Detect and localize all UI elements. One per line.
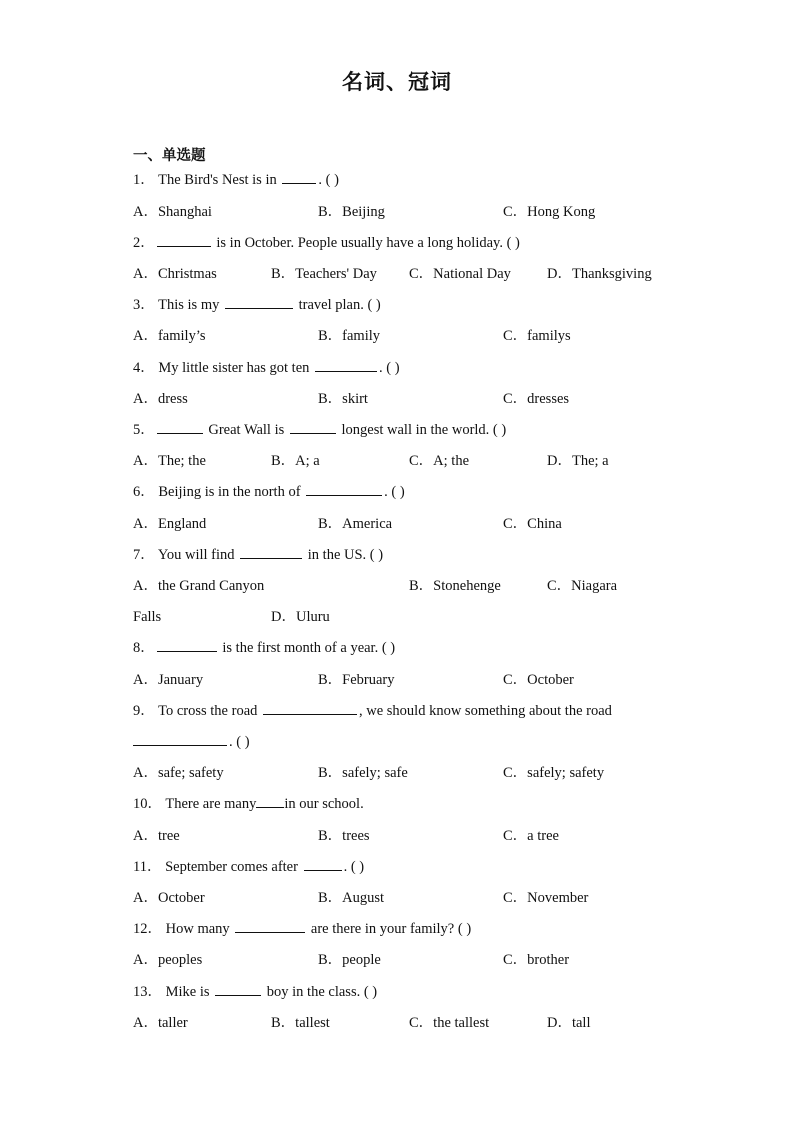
question-number: 10． — [133, 796, 162, 812]
option-b: B．August — [318, 890, 385, 906]
option-b: B．A; a — [271, 453, 320, 469]
question-text: You will find — [157, 547, 239, 563]
option-c-continued: Falls — [133, 609, 162, 625]
question-text: My little sister has got ten — [158, 360, 314, 376]
option-c: C．National Day — [409, 266, 511, 282]
question-6 — [133, 483, 405, 501]
question-text-end: , we should know something about the road — [359, 703, 612, 719]
question-text-end: boy in the class. ( ) — [263, 984, 378, 1000]
question-1 — [133, 171, 339, 189]
answer-blank — [256, 795, 284, 808]
answer-blank — [157, 234, 211, 247]
answer-blank — [133, 733, 227, 746]
answer-blank — [304, 858, 342, 871]
option-a: A．the Grand Canyon — [133, 578, 265, 594]
option-b: B．safely; safe — [318, 765, 408, 781]
answer-blank — [240, 546, 302, 559]
question-number: 7． — [133, 547, 155, 563]
option-a: A．Shanghai — [133, 204, 212, 220]
answer-blank — [235, 920, 305, 933]
question-number: 11． — [133, 859, 162, 875]
option-c: C．A; the — [409, 453, 470, 469]
question-text-end: are there in your family? ( ) — [307, 921, 472, 937]
question-text: The Bird's Nest is in — [158, 172, 281, 188]
question-13 — [133, 983, 377, 1001]
option-d: D．tall — [547, 1015, 591, 1031]
section-heading: 一、单选题 — [133, 148, 206, 164]
question-4 — [133, 359, 400, 377]
answer-blank — [306, 483, 382, 496]
question-text-end: . ( ) — [318, 172, 339, 188]
question-9-continued — [133, 733, 250, 751]
question-text-end: . ( ) — [229, 734, 250, 750]
option-c: C．China — [503, 516, 562, 532]
option-c: C．familys — [503, 328, 571, 344]
answer-blank — [225, 296, 293, 309]
question-text: Mike is — [165, 984, 214, 1000]
question-12 — [133, 920, 471, 938]
question-number: 6． — [133, 484, 155, 500]
question-text: How many — [165, 921, 234, 937]
option-b: B．skirt — [318, 391, 368, 407]
question-7 — [133, 546, 383, 564]
question-text: Beijing is in the north of — [158, 484, 305, 500]
question-text: September comes after — [165, 859, 302, 875]
answer-blank — [157, 421, 203, 434]
question-text-end: longest wall in the world. ( ) — [337, 422, 507, 438]
option-c: C．Hong Kong — [503, 204, 596, 220]
option-c: C．November — [503, 890, 589, 906]
option-a: A．January — [133, 672, 204, 688]
answer-blank — [315, 359, 377, 372]
option-a: A．The; the — [133, 453, 206, 469]
question-text-end: in our school. — [284, 796, 364, 812]
question-8 — [133, 639, 395, 657]
option-c: C．dresses — [503, 391, 570, 407]
question-text-end: travel plan. ( ) — [294, 297, 381, 313]
question-number: 12． — [133, 921, 162, 937]
question-text-end: . ( ) — [343, 859, 365, 875]
option-a: A．family’s — [133, 328, 206, 344]
page-title: 名词、冠词 — [342, 70, 452, 94]
answer-blank — [157, 639, 217, 652]
answer-blank — [263, 702, 357, 715]
option-a: A．Christmas — [133, 266, 217, 282]
question-2 — [133, 234, 520, 252]
question-number: 3． — [133, 297, 155, 313]
question-text: Great Wall is — [204, 422, 288, 438]
option-a: A．tree — [133, 828, 180, 844]
option-a: A．October — [133, 890, 205, 906]
option-a: A．dress — [133, 391, 188, 407]
option-d: D．Uluru — [271, 609, 330, 625]
option-a: A．safe; safety — [133, 765, 224, 781]
option-c: C．the tallest — [409, 1015, 490, 1031]
option-d: D．Thanksgiving — [547, 266, 652, 282]
option-b: B．February — [318, 672, 395, 688]
option-c: C．safely; safety — [503, 765, 605, 781]
question-number: 9． — [133, 703, 155, 719]
option-c: C．brother — [503, 952, 570, 968]
question-9 — [133, 702, 612, 720]
question-text-end: in the US. ( ) — [304, 547, 384, 563]
question-number: 13． — [133, 984, 162, 1000]
option-b: B．America — [318, 516, 393, 532]
option-c: C．a tree — [503, 828, 559, 844]
question-3 — [133, 296, 381, 314]
question-number: 4． — [133, 360, 155, 376]
option-b: B．family — [318, 328, 381, 344]
question-number: 8． — [133, 640, 155, 656]
option-c: C．Niagara — [547, 578, 618, 594]
question-number: 5． — [133, 422, 155, 438]
question-text: To cross the road — [158, 703, 261, 719]
question-text-end: . ( ) — [379, 360, 400, 376]
option-b: B．Teachers' Day — [271, 266, 377, 282]
question-text: There are many — [165, 796, 257, 812]
question-10 — [133, 795, 364, 813]
answer-blank — [290, 421, 336, 434]
question-11 — [133, 858, 364, 876]
option-b: B．Stonehenge — [409, 578, 501, 594]
question-text-end: . ( ) — [384, 484, 405, 500]
option-a: A．peoples — [133, 952, 203, 968]
option-b: B．trees — [318, 828, 370, 844]
option-d: D．The; a — [547, 453, 609, 469]
option-a: A．England — [133, 516, 207, 532]
option-c: C．October — [503, 672, 574, 688]
question-text: is in October. People usually have a long holiday. ( ) — [212, 235, 520, 251]
option-a: A．taller — [133, 1015, 188, 1031]
answer-blank — [282, 171, 316, 184]
question-number: 2． — [133, 235, 155, 251]
question-text: This is my — [158, 297, 223, 313]
question-5 — [133, 421, 506, 439]
option-b: B．Beijing — [318, 204, 385, 220]
option-b: B．tallest — [271, 1015, 330, 1031]
answer-blank — [215, 983, 261, 996]
question-text: is the first month of a year. ( ) — [218, 640, 396, 656]
question-number: 1． — [133, 172, 155, 188]
option-b: B．people — [318, 952, 381, 968]
